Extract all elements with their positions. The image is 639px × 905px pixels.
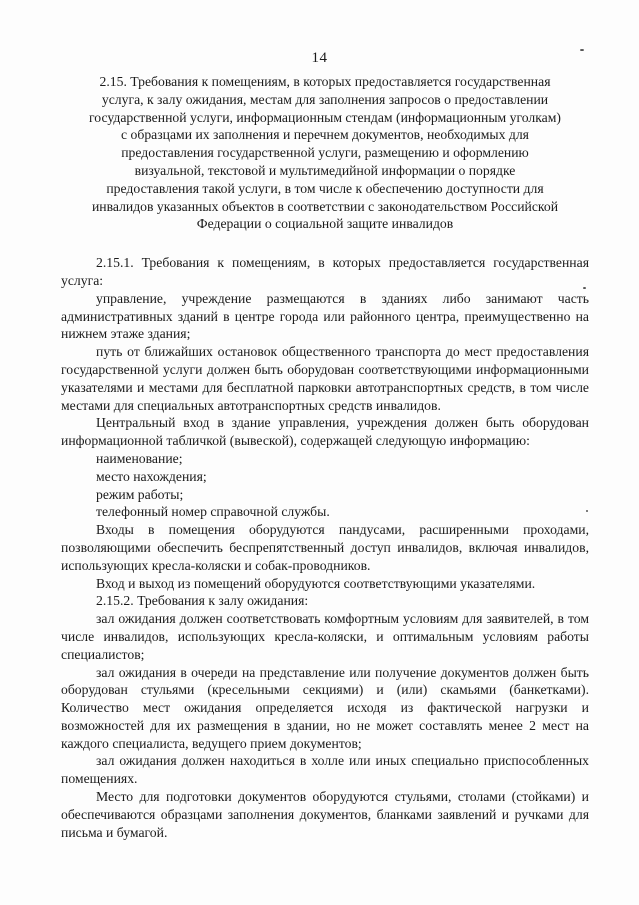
paragraph: путь от ближайших остановок общественного транспорта до мест предоставления государственной услуги должен быть оборудован соответствующими информационными указателями и местами для бесплатной парковки автотранспортных средств, в том числе местами для специальных автотранспортных средств инвалидов.: [61, 344, 589, 413]
paragraph: Центральный вход в здание управления, учреждения должен быть оборудован информационной табличкой (вывеской), содержащей следующую информацию:: [61, 415, 589, 449]
list-item: место нахождения;: [96, 468, 207, 484]
paragraph: зал ожидания в очереди на представление или получение документов должен быть оборудован стульями (кресельными секциями) и (или) скамьями (банкетками). Количество мест ожидания определяется исходя из фактической нагрузки и возможностей для их размещения в здании, но не может составлять менее 2 мест на каждого специалиста, ведущего прием документов;: [61, 664, 589, 751]
paragraph: Входы в помещения оборудуются пандусами, расширенными проходами, позволяющими обеспечить беспрепятственный доступ инвалидов, включая инвалидов, использующих кресла-коляски и собак-проводников.: [61, 522, 589, 573]
heading-line: услуга, к залу ожидания, местам для заполнения запросов о предоставлении: [101, 91, 549, 107]
heading-line: предоставления такой услуги, в том числе к обеспечению доступности для: [106, 180, 544, 196]
subsection-title: 2.15.1. Требования к помещениям, в которых предоставляется государственная услуга:: [61, 255, 589, 288]
list-item: наименование;: [96, 450, 183, 466]
document-body: [61, 254, 589, 841]
list-item: режим работы;: [96, 486, 184, 502]
list-item: телефонный номер справочной службы.: [96, 504, 330, 520]
heading-line: Федерации о социальной защите инвалидов: [196, 216, 454, 232]
paragraph: зал ожидания должен находиться в холле или иных специально приспособленных помещениях.: [61, 753, 589, 787]
page-number: 14: [311, 50, 328, 66]
heading-line: 2.15. Требования к помещениям, в которых предоставляется государственная: [99, 74, 551, 89]
heading-line: государственной услуги, информационным стендам (информационным уголкам): [89, 109, 561, 125]
heading-line: предоставления государственной услуги, размещению и оформлению: [121, 145, 529, 161]
heading-line: визуальной, текстовой и мультимедийной информации о порядке: [134, 162, 516, 178]
paragraph: управление, учреждение размещаются в зданиях либо занимают часть административных зданий в центре города или районного центра, преимущественно на нижнем этаже здания;: [61, 290, 589, 342]
paragraph: Место для подготовки документов оборудуются стульями, столами (стойками) и обеспечиваются образцами заполнения документов, бланками заявлений и ручками для письма и бумагой.: [61, 789, 589, 840]
heading-line: с образцами их заполнения и перечнем документов, необходимых для: [121, 127, 529, 143]
subsection-title: 2.15.2. Требования к залу ожидания:: [96, 593, 309, 609]
heading-line: инвалидов указанных объектов в соответствии с законодательством Российской: [91, 198, 559, 214]
paragraph: зал ожидания должен соответствовать комфортным условиям для заявителей, в том числе инвалидов, использующих кресла-коляски, и оптимальным условиям работы специалистов;: [61, 611, 589, 662]
paragraph: Вход и выход из помещений оборудуются соответствующими указателями.: [96, 575, 536, 591]
section-heading: [61, 73, 589, 233]
document-text: [61, 73, 589, 841]
